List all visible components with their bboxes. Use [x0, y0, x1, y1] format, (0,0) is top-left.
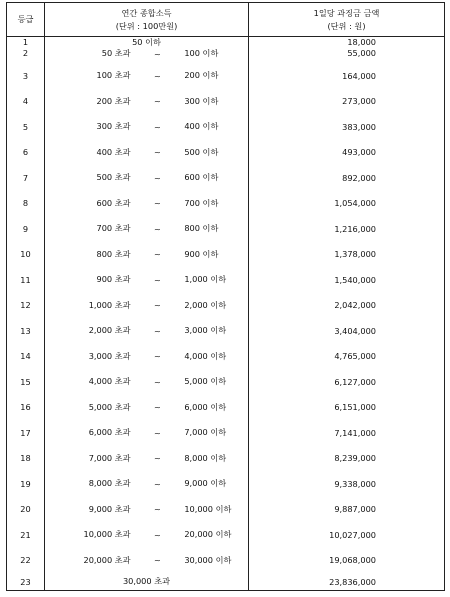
range-from: 500 초과 — [96, 172, 131, 183]
grade-cell: 8 — [7, 191, 45, 217]
table-row — [7, 446, 445, 472]
table-row — [7, 369, 445, 395]
table-row — [7, 573, 445, 591]
range-from: 600 초과 — [96, 197, 131, 208]
amount-cell: 164,000 — [249, 63, 445, 89]
range-to: 300 이하 — [184, 95, 219, 106]
range-to: 10,000 이하 — [184, 503, 232, 514]
amount-cell: 1,054,000 — [249, 191, 445, 217]
amount-cell: 9,338,000 — [249, 471, 445, 497]
income-range-cell — [45, 395, 249, 421]
grade-cell: 1 — [7, 37, 45, 49]
amount-cell: 6,127,000 — [249, 369, 445, 395]
table-row — [7, 497, 445, 523]
grade-cell: 17 — [7, 420, 45, 446]
amount-cell: 55,000 — [249, 48, 445, 63]
grade-cell: 16 — [7, 395, 45, 421]
range-to: 7,000 이하 — [184, 427, 227, 438]
grade-cell: 4 — [7, 89, 45, 115]
range-separator: ~ — [154, 427, 161, 438]
income-range-cell: 30,000 초과 — [45, 573, 249, 591]
range-to: 400 이하 — [184, 121, 219, 132]
table-row — [7, 114, 445, 140]
range-separator: ~ — [154, 453, 161, 464]
amount-cell: 9,887,000 — [249, 497, 445, 523]
income-range-cell — [45, 114, 249, 140]
header-grade: 등급 — [7, 3, 45, 37]
range-separator: ~ — [154, 121, 161, 132]
range-separator: ~ — [154, 402, 161, 413]
range-separator: ~ — [154, 48, 161, 59]
amount-cell: 23,836,000 — [249, 573, 445, 591]
amount-cell: 383,000 — [249, 114, 445, 140]
range-to: 30,000 이하 — [184, 554, 232, 565]
grade-cell: 9 — [7, 216, 45, 242]
header-income-label: 연간 종합소득 — [121, 7, 172, 18]
table-row — [7, 420, 445, 446]
range-from: 1,000 초과 — [88, 299, 131, 310]
range-to: 700 이하 — [184, 197, 219, 208]
income-range-cell — [45, 471, 249, 497]
range-separator: ~ — [154, 223, 161, 234]
grade-cell: 21 — [7, 522, 45, 548]
grade-cell: 15 — [7, 369, 45, 395]
header-income-unit: (단위 : 100만원) — [115, 20, 178, 31]
range-from: 20,000 초과 — [83, 554, 131, 565]
range-from: 4,000 초과 — [88, 376, 131, 387]
table-row — [7, 293, 445, 319]
table-row — [7, 140, 445, 166]
header-fine-label: 1일당 과징금 금액 — [313, 7, 380, 18]
header-income — [45, 3, 249, 37]
amount-cell: 19,068,000 — [249, 548, 445, 574]
range-separator: ~ — [154, 300, 161, 311]
amount-cell: 2,042,000 — [249, 293, 445, 319]
table-row — [7, 37, 445, 49]
table-row — [7, 165, 445, 191]
income-range-cell — [45, 216, 249, 242]
fine-table — [6, 2, 445, 591]
range-to: 600 이하 — [184, 172, 219, 183]
grade-cell: 18 — [7, 446, 45, 472]
range-separator: ~ — [154, 198, 161, 209]
amount-cell: 1,378,000 — [249, 242, 445, 268]
amount-cell: 10,027,000 — [249, 522, 445, 548]
range-to: 800 이하 — [184, 223, 219, 234]
range-separator: ~ — [154, 504, 161, 515]
table-row — [7, 242, 445, 268]
range-to: 5,000 이하 — [184, 376, 227, 387]
table-row — [7, 522, 445, 548]
range-separator: ~ — [154, 96, 161, 107]
range-from: 200 초과 — [96, 95, 131, 106]
income-range-cell — [45, 548, 249, 574]
amount-cell: 7,141,000 — [249, 420, 445, 446]
income-range-cell — [45, 89, 249, 115]
range-from: 700 초과 — [96, 223, 131, 234]
header-fine-unit: (단위 : 원) — [327, 20, 366, 31]
amount-cell: 892,000 — [249, 165, 445, 191]
table-row — [7, 48, 445, 63]
income-range-cell — [45, 48, 249, 63]
range-to: 8,000 이하 — [184, 452, 227, 463]
range-to: 9,000 이하 — [184, 478, 227, 489]
amount-cell: 273,000 — [249, 89, 445, 115]
income-range-cell — [45, 293, 249, 319]
range-to: 6,000 이하 — [184, 401, 227, 412]
grade-cell: 2 — [7, 48, 45, 63]
table-row — [7, 548, 445, 574]
range-to: 20,000 이하 — [184, 529, 232, 540]
fine-table-container — [6, 2, 444, 591]
grade-cell: 12 — [7, 293, 45, 319]
range-from: 400 초과 — [96, 146, 131, 157]
income-range-cell — [45, 140, 249, 166]
income-range-cell — [45, 344, 249, 370]
range-separator: ~ — [154, 274, 161, 285]
range-separator: ~ — [154, 70, 161, 81]
range-separator: ~ — [154, 478, 161, 489]
range-separator: ~ — [154, 147, 161, 158]
range-to: 2,000 이하 — [184, 299, 227, 310]
range-from: 6,000 초과 — [88, 427, 131, 438]
income-range-cell — [45, 522, 249, 548]
range-to: 100 이하 — [184, 48, 219, 58]
table-row — [7, 216, 445, 242]
table-row — [7, 89, 445, 115]
table-row — [7, 395, 445, 421]
header-row — [7, 3, 445, 37]
range-separator: ~ — [154, 529, 161, 540]
range-separator: ~ — [154, 351, 161, 362]
header-fine — [249, 3, 445, 37]
range-from: 300 초과 — [96, 121, 131, 132]
income-range-cell — [45, 267, 249, 293]
income-range-cell: 50 이하 — [45, 37, 249, 49]
range-from: 3,000 초과 — [88, 350, 131, 361]
amount-cell: 1,540,000 — [249, 267, 445, 293]
amount-cell: 6,151,000 — [249, 395, 445, 421]
range-separator: ~ — [154, 555, 161, 566]
income-range-cell — [45, 242, 249, 268]
income-range-cell — [45, 497, 249, 523]
range-to: 3,000 이하 — [184, 325, 227, 336]
range-from: 8,000 초과 — [88, 478, 131, 489]
income-range-cell — [45, 420, 249, 446]
income-range-cell — [45, 446, 249, 472]
range-to: 4,000 이하 — [184, 350, 227, 361]
range-separator: ~ — [154, 376, 161, 387]
range-from: 900 초과 — [96, 274, 131, 285]
range-from: 50 초과 — [101, 48, 131, 58]
amount-cell: 3,404,000 — [249, 318, 445, 344]
range-from: 9,000 초과 — [88, 503, 131, 514]
grade-cell: 13 — [7, 318, 45, 344]
income-range-cell — [45, 318, 249, 344]
grade-cell: 5 — [7, 114, 45, 140]
range-from: 100 초과 — [96, 70, 131, 81]
income-range-cell — [45, 191, 249, 217]
range-from: 5,000 초과 — [88, 401, 131, 412]
grade-cell: 3 — [7, 63, 45, 89]
range-to: 500 이하 — [184, 146, 219, 157]
income-range-cell — [45, 63, 249, 89]
range-to: 200 이하 — [184, 70, 219, 81]
table-row — [7, 471, 445, 497]
range-separator: ~ — [154, 325, 161, 336]
range-from: 10,000 초과 — [83, 529, 131, 540]
range-from: 2,000 초과 — [88, 325, 131, 336]
grade-cell: 7 — [7, 165, 45, 191]
amount-cell: 4,765,000 — [249, 344, 445, 370]
range-to: 1,000 이하 — [184, 274, 227, 285]
table-row — [7, 267, 445, 293]
grade-cell: 14 — [7, 344, 45, 370]
range-from: 7,000 초과 — [88, 452, 131, 463]
grade-cell: 23 — [7, 573, 45, 591]
amount-cell: 1,216,000 — [249, 216, 445, 242]
grade-cell: 22 — [7, 548, 45, 574]
grade-cell: 11 — [7, 267, 45, 293]
table-row — [7, 191, 445, 217]
range-separator: ~ — [154, 172, 161, 183]
table-row — [7, 344, 445, 370]
grade-cell: 10 — [7, 242, 45, 268]
table-row — [7, 63, 445, 89]
amount-cell: 18,000 — [249, 37, 445, 49]
grade-cell: 19 — [7, 471, 45, 497]
range-separator: ~ — [154, 249, 161, 260]
range-from: 800 초과 — [96, 248, 131, 259]
range-to: 900 이하 — [184, 248, 219, 259]
income-range-cell — [45, 369, 249, 395]
grade-cell: 6 — [7, 140, 45, 166]
income-range-cell — [45, 165, 249, 191]
amount-cell: 493,000 — [249, 140, 445, 166]
table-row — [7, 318, 445, 344]
grade-cell: 20 — [7, 497, 45, 523]
amount-cell: 8,239,000 — [249, 446, 445, 472]
